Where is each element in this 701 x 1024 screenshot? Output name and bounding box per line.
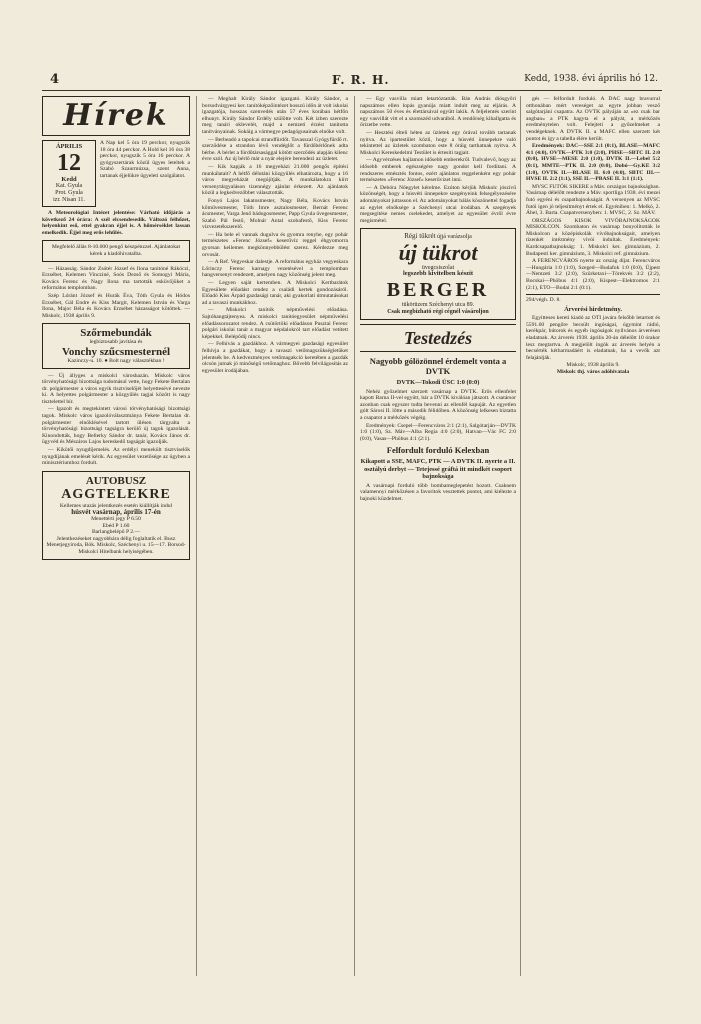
cup-subheadline: Kikapott a SSE, MAFC, PTK — A DVTK II. nyerte a II. osztályú derbyt — Tetejessé gráftá itt mindkét csoport bajnoksága: [360, 458, 516, 481]
mirror-ad-line2: új tükrot: [398, 239, 478, 265]
page-number: 4: [50, 72, 60, 87]
article-pitchfork: — Egy vasvilla miatt letartóztatták. Bán András diósgyőri napszámos ellen lopás gyanúja miatt indult meg az eljárás. A napszámos 50 éves és élettársával együtt lakik. A feljelentés szerint egy vasvillát vitt el a szomszéd udvarából. A rendőrség kihallgatta és őrizetbe vette.: [360, 96, 516, 129]
mirror-ad-line3: legszebb kivitelben készít: [402, 270, 474, 278]
sun-info: A Nap kel 5 óra 19 perckor, nyugszik 18 óra 44 perckor. A Hold kel 16 óra 38 perckor, nyugszik 5 óra 16 perckor. A gyógyszertárak közül ügyes leteltek a Szabó Szaurmúzsa, szent Anna, tartanak éjjelükre ügyeleti szolgálatot.: [100, 140, 190, 179]
article-garden: — Legyen saját kertemben. A Miskolci Kertbarátok Egyesülete előadást rendez a családi kertek gondozásáról. Előadó Kiss Árpád gazdasági tanár, aki gyakorlati útmutatásokat ad a tavaszi munkákhoz.: [202, 280, 348, 306]
auction-text: Egyitteses kereti kiadó az OTI javára felsőbb letartott és 5591.60 pengőre becsült ingóságai, úgymint rádió, kerékpár, bútorok és egyéb ingóságok nyilvános árverésen eladatnak. Az árverés 1938. április 20-án délelőtt 10 órakor lesz megtartva. A megjelölt ingók az árverés helyén a becsérték kétharmadáért is eladatnak, ha a vevők azt felajánlják.: [526, 315, 660, 361]
match-headline: Nagyobb gólözönnel érdemelt vonta a DVTK: [369, 356, 507, 377]
mirror-ad-line2b: üvegcsiszolat: [421, 264, 455, 271]
bus-ad-price-1: Menettérti jegy P 6.50: [91, 516, 141, 522]
article-debora: — A Debóra Nőegylet kérelme. Ezúton kérjük Miskolc jószívű közönségét, hogy a húsvéti ünnepekre szegényeink felsegélyezésére adományokat juttasson el. Az adományokat hálás köszönettel fogadja az egylet elnöksége a Széchenyi utcai irodában. A szegények megsegítése nemes cselekedet, amelyet az egyesület évről évre megismétel.: [360, 184, 516, 224]
article-teachers: — Miskolci tanítók népművelési előadása. Sajtóhangtájtenyea. A miskolci tanítóegyesület népművelési előadássorozatot rendez. A csütörtöki előadáson Pusztai Ferenc polgári iskolai tanár a magyar népdalokról tart előadást vetített képekkel. Belépődíj nincs.: [202, 307, 348, 340]
cup-report: A vasárnapi forduló több bombameglepetést hozott. Csaknem valamennyi mérkőzésen a favoritok vesztettek pontot, ami kiélezte a bajnoki küzdelmet.: [360, 482, 516, 502]
bus-ad: [42, 471, 190, 560]
auction-number: 294/végh. D. 8.: [526, 297, 561, 304]
section-title-hirek: Hírek: [42, 96, 190, 136]
auction-title: Árverési hirdetmény.: [564, 305, 622, 313]
article-strand: — Berbeadó a tapolcai strandfürdőt. Tavasszal Gyógyfürdő rt. szerződése a strandon lévő vendéglőt a fürdőbérlőnek adta bérbe. A bérlet a fürdőtársasággal kötött szerződés alapján kilenc évre szól. Az új bérlő már a nyár elejére berendezi az üzletet.: [202, 136, 348, 163]
column-rule: [354, 96, 355, 976]
column-rule: [196, 96, 197, 976]
mirror-ad-line1b: újjá varázsolja: [436, 234, 472, 241]
bus-ad-subtitle: AGGTELEKRE: [61, 486, 171, 502]
article-pension: — Kikötői nyugdíjemelés. Az erdélyi menekült tisztviselők nyugdíjának emelését kérik. Az egyesület vezetősége az ügyben a minisztériumhoz fordult.: [42, 447, 190, 467]
bus-ad-price-3: Barlangbelépő P 2.—: [91, 529, 141, 536]
mirror-ad-address: tükörüzem Széchenyi utca 89.: [401, 302, 475, 309]
article-shops: — Hesztési élteli héten az üzletek egy órával tovább tartanak nyitva. Az ipartestület közli, hogy a húsvéti ünnepekre való tekintettel az üzletek szombaton este 8 óráig tarthatnak nyitva. A Miskolci Kereskedelmi Testület is értesíti tagjait.: [360, 129, 516, 156]
calendar-weekday: Kedd: [61, 176, 77, 183]
bus-ad-price-2: Ebéd P 1.60: [102, 522, 130, 529]
issue-date: Kedd, 1938. évi április hó 12.: [524, 74, 658, 84]
article-bitter-water: — Ha bele el vannak dugulva és gyomra renyhe, egy pohár természetes »Ferenc József« keserűvíz reggel éhgyomorra gyorsan kellemes megkönnyebbülést szerez. Kérdezze meg orvosát.: [202, 231, 348, 258]
fur-ad-address: Kazinczy-u. 10. ● Bolt nagy választékban !: [67, 357, 165, 364]
article-round: gés — felfordult forduló. A DAC nagy bravurral otthonában mért vereséget az egyre jobban vesző salgótarjáni csapatra. Az OVTK pályáján az »ez csak bar angban« a PTK hagyta el a pályát, a mérkőzés eredménytelen volt. Felejteti a győzelmeket a vendégeknek. A DVTK II. a MAFC ellen szerzett két pontot és így a tabella élére került.: [526, 96, 660, 142]
article-health: — Agyvérzéses hajlamon idősebb emberekről. Tudvalevő, hogy az idősebb emberek egészségére nagy gondot kell fordítani. A rendszeres emésztés fontos, ezért ajánlatos reggelenként egy pohár természetes »Ferenc József« keserűvizet inni.: [360, 157, 516, 184]
auction-notice: [526, 294, 660, 375]
calendar-block: [42, 140, 190, 207]
calendar-month: ÁPRILIS: [55, 143, 83, 150]
article-choir: — A Ref. Vegyeskar dalestje. A református egyház vegyeskara Lőrinczy Ferenc karnagy vezetésével a templomban hangversenyt rendezett, amelyen nagy közönség jelent meg.: [202, 259, 348, 279]
fur-ad-subtitle: legbiztosabb javítása és: [89, 339, 143, 346]
weather-report: A Meteorológiai Intézet jelentése: Várható időjárás a következő 24 órára: A szél elcsendesedik. Változó felhőzet, helyenkint eső, ettel gyakran éjjel is. A hőmérséklet lassan emelkedik. Éjjel meg erős lehűlés.: [42, 210, 190, 236]
fur-ad-name: Vonchy szűcsmesternél: [61, 345, 171, 358]
cup-headline: Felfordult forduló Kelexban: [386, 445, 490, 456]
sport-section-title: Testedzés: [360, 324, 516, 352]
mirror-ad-line1: Régi tükrét: [404, 232, 436, 241]
article-building: — Kik kapják a 16 megyeházi 21.000 pengős építési munkálatait? A hétfő délutáni közgyűlés elhatározta, hogy a 16 város megyeházát megújítják. A munkálatokra kiírt versenytárgyaláson tizennégy ajánlat érkezett. Az ajánlatok közül a legkedvezőbbet választották.: [202, 163, 348, 197]
auction-sign: Miskolc thj. város adóhivatala: [556, 368, 630, 375]
column-1: [42, 96, 190, 976]
mirror-ad-name: BERGER: [386, 279, 490, 302]
match-results: Eredmények: Csepel—Ferencváros 2:1 (2:1), Salgótarján—DVTK 1:0 (1:0), Sz. Máv—Alba Regia 4:0 (2:0), Hatvan—Vác FC 2:0 (0:0), Vasas—Phöbus 4:1 (2:1).: [360, 422, 516, 442]
article-mvsc: MVSC FUTÓK SIKERE a Máv. országos bajnokságban. Vasárnap délelőtt rendezte a Máv. sportliga 1938. évi mezei futó egyéni és csapatbajnokságát. A versenyen az MVSC futói igen jó teljesítményt értek el. Egyéniben: 1. Melkó, 2. Ábel, 3. Barta. Csapatversenyben: 1. MVSC, 2. Sz. MÁV.: [526, 183, 660, 217]
calendar-name-3: izr. Nisan 11.: [53, 197, 85, 203]
page-header: [42, 72, 662, 91]
article-fencing: ORSZÁGOS KISOK VIVÓBAJNOKSÁGOK MISKOLCON. Szombaton és vasárnap bonyolították le Miskolcon a középiskolák vívóbajnokságait, amelyen tizenkét intézmény vívói indultak. Eredmények: Kardcsapatbajnokság: 1. Miskolci ker. gimnázium, 2. Budapesti ker. gimnázium, 3. Miskolci ref. gimnázium.: [526, 217, 660, 257]
paper-name: F. R. H.: [332, 73, 390, 87]
bus-ad-footer: Jelentkezéseket nagyobbára délig foglaltatik el. Busz Menetjegyiroda, Bók. Miskolc, Széchenyi u. 15—17. Borsod-Miskolci Hitelbank helyiségében.: [46, 535, 186, 555]
article-farmers: — Felhívás a gazdákhoz. A vármegyei gazdasági egyesület felhívja a gazdákat, hogy a tavaszi vetőmagszükségletüket jelentsék be. A kedvezményes vetőmagakció keretében a gazdák olcsón jutnak jó minőségű vetőmaghoz. Bővebb felvilágosítás az egyesület irodájában.: [202, 341, 348, 374]
article-committee: — Igazolt és megtekintett városi törvényhatósági bizottsági tagok. Miskolc város igazolóválasztmánya Fekete Bertalan dr. polgármester elnöklésével tartott ülésen tárgyalta a törvényhatósági bizottsági tagságra kerülő új tagok igazolását. Kinondották, hogy Bellerky Sándor dr. tanár, Kovács János dr. ügyvéd és Mészáros Lajos kereskedő tagságát igazolják.: [42, 406, 190, 446]
column-4: [526, 96, 660, 956]
auction-footer: Miskolc, 1938 április 9.: [566, 362, 620, 369]
column-rule: [520, 96, 521, 976]
article-ferencvaros: A FERENCVÁROS nyerte az ország díjat. Ferencváros—Hungária 1:0 (1:0), Szeged—Budafok 1:0 (0:0), Újpest—Nemzeti 3:2 (2:0), Szürketaxi—Törekvés 3:2 (2:2), Bocskai—Phöbus 4:1 (2:0), Kispest—Elektromos 2:1 (2:1), ETO—Budai 2:1 (0:1).: [526, 258, 660, 291]
fur-ad-title: Szőrmebundák: [80, 327, 152, 340]
calendar-name-1: Kat. Gyula: [55, 183, 83, 189]
column-2: [202, 96, 348, 976]
article-contractors: Fonyó Lajos lakatosmester, Nagy Béla, Kovács István kőművesmester, Tóth Imre asztalosmester, Bernát Ferenc ácsmester, Varga Jenő bádogosmester, Papp Gyula üvegesmester, Szabó Pál festő, Molnár Antal szobafestő, Kiss Ferenc vízvezetékszerelő.: [202, 197, 348, 231]
match-report: Nehéz győzelmet szerzett vasárnap a DVTK. Erős ellenfelet kapott Barna II-vel együtt, bár a DVTK kiválóan játszott. A csatársor azonban csak egyszer tudta bevenni az ellenfél kapuját. Az egyetlen gólt Sárosi II. lőtte a második félidőben. A közönség lelkesen biztatta a csapatot a mérkőzés végéig.: [360, 388, 516, 422]
mirror-ad-footer: Csak megbízható régi cégnél vásároljon: [387, 308, 489, 315]
article-marriage-1: — Házasság. Sándor Zsótér József és Ilona tanitóné Rákóczi, Erzsébet, Kelemen Vincziné, Soós Dezső és Somogyi Mária, Kovács Ferenc és Nagy Ilona ma tartották esküvőjüket a református templomban.: [42, 265, 190, 292]
bus-ad-desc: Kellemes utazás jelentkezés esetén kiállítják indul: [59, 502, 173, 509]
match-score: DVTK—Tokodi ÜSC 1:0 (0:0): [396, 379, 480, 387]
bus-ad-title: AUTOBUSZ: [85, 474, 147, 487]
bus-ad-date: húsvét vasárnap, április 17-én: [71, 508, 161, 517]
article-obituary: — Meghalt Király Sándor igazgató. Király Sándor, a borsodvárgyesi ker. tanítóképzőintézet hosszú időn át volt iskolai igazgatója, hosszas szenvedés után 57 éves korában hétfőn elhunyt. Király Sándor Erdély szülötte volt. Két izben szerezte meg tanári oklevelét, majd a nemzeti érzést tanította tanítványainak. Sokáig a vármegye pedagógusainak elnöke volt.: [202, 96, 348, 135]
calendar-box: [42, 140, 96, 207]
article-city-hall: — Új állyges a miskolci városhazán. Miskolc város törvényhatósági bizottsága tudomásul vette, hogy Fekete Bertalan dr. polgármester a város egyik tisztviselőjét helyettesévé nevezte ki. A helyettes polgármester a közgyűlés tagjai között is nagy tisztelettel bír.: [42, 372, 190, 405]
fur-ad: [42, 323, 190, 368]
calendar-name-2: Prot. Gyula: [55, 190, 83, 196]
article-results: Eredmények: DAC—SSE 2:1 (0:1), BLASE—MAFC 4:1 (4:0), OVTK—PTK 3:0 (2:0), PHSE—SBTC II. 2:0 (0:0), HVSE—MESE 2:0 (1:0), DVTK II.—Lebel 5:2 (0:1), MMTE—PTK II. 2:0 (0:0), Dobó—Gy.KE 3:2 (1:0), OVTK II.—BLASE II. 6:0 (4:0), SBTC III.—HVSE II. 2:2 (1:1), SSE II.—PBASE II. 3:1 (1:1).: [526, 143, 660, 183]
calendar-day: 12: [57, 150, 81, 176]
mirror-ad: [360, 228, 516, 320]
price-ad: Megfelelő állás 8-10.000 pengő készpénzzel. Ajánlatokat kérek a kiadóhivatalba.: [42, 240, 190, 261]
column-3: [360, 96, 516, 976]
article-marriage-2: Szép Lóránt József és Hurák Éva, Tóth Gyula és Hódos Erzsébet, Gál Endre és Kiss Margit, Kelemen István és Varga Ilona, Major Béla és Kovács Erzsébet házasságot kötöttek. — Miskolc, 1938 április 9.: [42, 292, 190, 319]
